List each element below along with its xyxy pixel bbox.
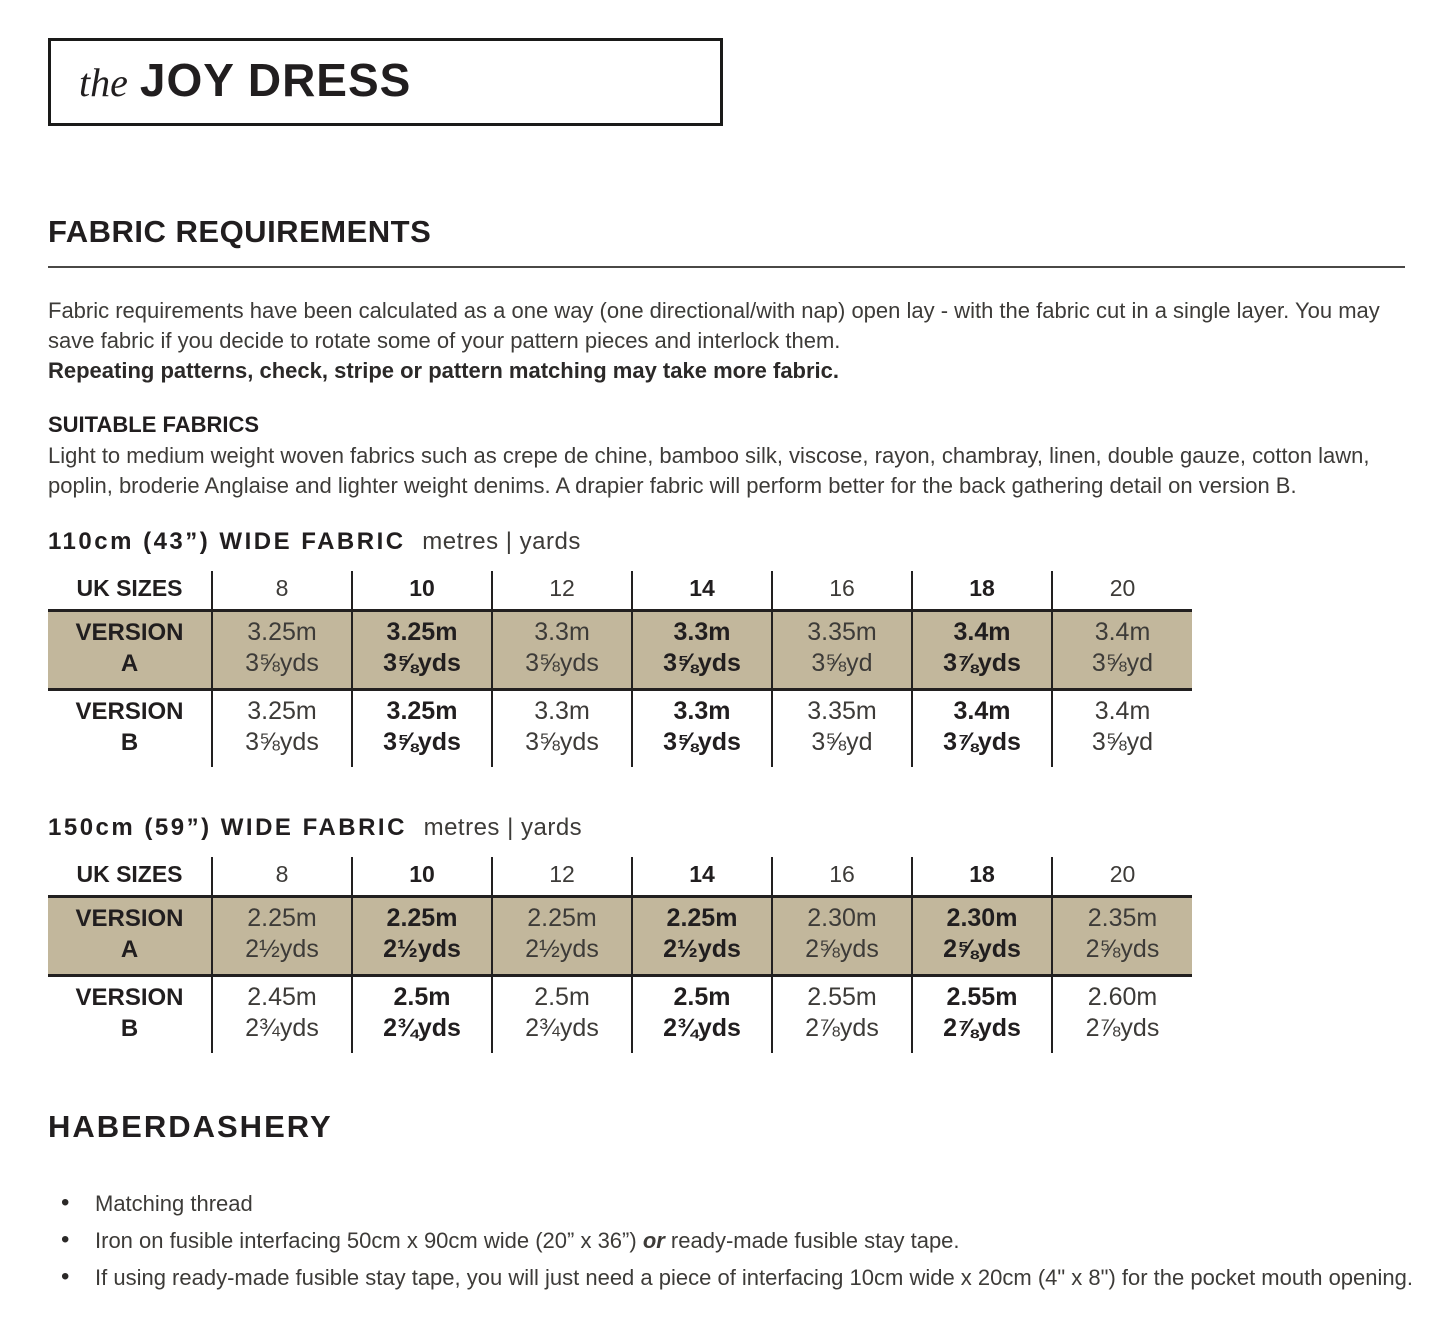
size-header-18: 18	[912, 857, 1052, 897]
metres-value: 2.5m	[673, 983, 731, 1011]
fabric-cell	[352, 897, 492, 976]
metres-value: 3.4m	[953, 697, 1011, 725]
version-letter: B	[120, 1015, 139, 1042]
size-header-8: 8	[212, 571, 352, 611]
version-b-label	[48, 690, 212, 768]
metres-value: 2.55m	[807, 983, 877, 1011]
yards-value: 2½yds	[525, 935, 599, 963]
fabric-cell	[212, 690, 352, 768]
haberdashery-list	[48, 1189, 1420, 1293]
fabric-width-110-units: metres | yards	[422, 528, 581, 555]
list-item	[48, 1226, 1420, 1256]
yards-value: 3⅝yd	[811, 649, 873, 677]
yards-value: 3⅝yds	[663, 728, 741, 756]
metres-value: 3.4m	[1094, 697, 1151, 725]
fabric-cell	[212, 611, 352, 690]
fabric-intro-text: Fabric requirements have been calculated as a one way (one directional/with nap) open lay - with the fabric cut in a single layer. You may save fabric if you decide to rotate some of your pattern pieces and interlock them.	[48, 298, 1380, 353]
fabric-cell	[492, 690, 632, 768]
yards-value: 2½yds	[245, 935, 319, 963]
fabric-cell	[352, 976, 492, 1054]
metres-value: 3.35m	[807, 697, 877, 725]
fabric-cell	[632, 897, 772, 976]
yards-value: 3⅝yds	[245, 728, 319, 756]
fabric-intro-warning: Repeating patterns, check, stripe or pattern matching may take more fabric.	[48, 358, 840, 383]
metres-value: 2.35m	[1087, 904, 1158, 932]
table-header-row	[48, 571, 1192, 611]
size-header-10: 10	[352, 857, 492, 897]
metres-value: 2.25m	[386, 904, 458, 932]
yards-value: 2⅞yds	[1085, 1014, 1160, 1042]
table-row-version-a	[48, 897, 1192, 976]
yards-value: 3⅝yds	[245, 649, 319, 677]
version-a-label	[48, 897, 212, 976]
yards-value: 3⅝yds	[383, 649, 461, 677]
fabric-width-150-heading	[48, 814, 1407, 842]
table-row-version-b	[48, 690, 1192, 768]
yards-value: 3⅞yds	[943, 649, 1021, 677]
size-header-14: 14	[632, 857, 772, 897]
metres-value: 2.45m	[247, 983, 317, 1011]
version-letter: A	[120, 650, 139, 677]
yards-value: 2¾yds	[663, 1014, 741, 1042]
yards-value: 2⅝yds	[805, 935, 879, 963]
fabric-cell	[492, 976, 632, 1054]
bullet-emphasis: or	[642, 1228, 665, 1253]
size-header-20: 20	[1052, 857, 1192, 897]
fabric-cell	[492, 611, 632, 690]
version-word: VERSION	[75, 619, 184, 646]
bullet-text: ready-made fusible stay tape.	[664, 1228, 960, 1253]
yards-value: 3⅝yd	[1091, 728, 1154, 756]
fabric-cell	[632, 690, 772, 768]
size-header-16: 16	[772, 571, 912, 611]
size-header-10: 10	[352, 571, 492, 611]
yards-value: 2⅝yds	[1085, 935, 1160, 963]
fabric-cell	[772, 611, 912, 690]
metres-value: 2.30m	[807, 904, 877, 932]
fabric-cell	[352, 611, 492, 690]
fabric-cell	[212, 897, 352, 976]
size-header-18: 18	[912, 571, 1052, 611]
metres-value: 3.3m	[534, 697, 590, 725]
metres-value: 2.55m	[946, 983, 1018, 1011]
page-title: JOY DRESS	[139, 54, 412, 106]
metres-value: 3.25m	[386, 697, 458, 725]
metres-value: 2.5m	[393, 983, 451, 1011]
uk-sizes-header: UK SIZES	[76, 861, 183, 887]
yards-value: 3⅝yds	[663, 649, 741, 677]
yards-value: 3⅝yds	[525, 728, 599, 756]
size-header-12: 12	[492, 571, 632, 611]
fabric-cell	[492, 897, 632, 976]
yards-value: 3⅝yd	[811, 728, 873, 756]
version-a-label	[48, 611, 212, 690]
yards-value: 3⅝yds	[383, 728, 461, 756]
yards-value: 2¾yds	[525, 1014, 599, 1042]
yards-value: 2⅝yds	[943, 935, 1021, 963]
yards-value: 2¾yds	[245, 1014, 319, 1042]
suitable-fabrics-text: Light to medium weight woven fabrics such as crepe de chine, bamboo silk, viscose, rayon, chambray, linen, double gauze, cotton lawn, poplin, broderie Anglaise and lighter weight denims. A drapier fabric will perform better for the back gathering detail on version B.	[48, 443, 1370, 498]
size-header-14: 14	[632, 571, 772, 611]
size-header-8: 8	[212, 857, 352, 897]
fabric-cell	[1052, 976, 1192, 1054]
haberdashery-heading: HABERDASHERY	[48, 1109, 333, 1144]
fabric-cell	[1052, 897, 1192, 976]
metres-value: 3.4m	[953, 618, 1011, 646]
fabric-intro-paragraph	[48, 296, 1418, 386]
metres-value: 3.25m	[247, 618, 317, 646]
metres-value: 2.25m	[666, 904, 738, 932]
uk-sizes-header: UK SIZES	[76, 575, 183, 601]
fabric-cell	[772, 897, 912, 976]
yards-value: 3⅞yds	[943, 728, 1021, 756]
metres-value: 2.25m	[247, 904, 317, 932]
fabric-cell	[1052, 690, 1192, 768]
title-prefix: the	[79, 60, 128, 105]
fabric-table-110cm	[48, 571, 1192, 767]
version-word: VERSION	[75, 905, 184, 932]
fabric-cell	[912, 897, 1052, 976]
metres-value: 2.60m	[1087, 983, 1158, 1011]
fabric-cell	[772, 976, 912, 1054]
metres-value: 3.4m	[1094, 618, 1151, 646]
metres-value: 3.35m	[807, 618, 877, 646]
size-header-16: 16	[772, 857, 912, 897]
pattern-title-box	[48, 38, 723, 126]
metres-value: 2.25m	[527, 904, 597, 932]
fabric-cell	[912, 611, 1052, 690]
list-item	[48, 1189, 1420, 1219]
table-row-version-a	[48, 611, 1192, 690]
yards-value: 3⅝yds	[525, 649, 599, 677]
version-word: VERSION	[75, 984, 184, 1011]
fabric-cell	[632, 976, 772, 1054]
fabric-width-110-title: 110cm (43”) WIDE FABRIC	[48, 528, 406, 555]
bullet-text: Iron on fusible interfacing 50cm x 90cm wide (20” x 36”)	[95, 1228, 643, 1253]
table-header-row	[48, 857, 1192, 897]
fabric-cell	[772, 690, 912, 768]
metres-value: 3.3m	[673, 697, 731, 725]
size-header-20: 20	[1052, 571, 1192, 611]
metres-value: 2.30m	[946, 904, 1018, 932]
fabric-requirements-heading: FABRIC REQUIREMENTS	[48, 214, 432, 249]
yards-value: 2⅞yds	[943, 1014, 1021, 1042]
yards-value: 2½yds	[383, 935, 461, 963]
version-word: VERSION	[75, 698, 184, 725]
fabric-cell	[1052, 611, 1192, 690]
version-b-label	[48, 976, 212, 1054]
fabric-width-110-heading	[48, 528, 1407, 556]
table-row-version-b	[48, 976, 1192, 1054]
list-item	[48, 1263, 1420, 1293]
size-header-12: 12	[492, 857, 632, 897]
suitable-fabrics-heading: SUITABLE FABRICS	[48, 412, 260, 437]
fabric-cell	[912, 976, 1052, 1054]
metres-value: 2.5m	[534, 983, 590, 1011]
yards-value: 3⅝yd	[1091, 649, 1154, 677]
yards-value: 2⅞yds	[805, 1014, 879, 1042]
bullet-text: Matching thread	[95, 1191, 253, 1216]
section-divider	[48, 266, 1405, 268]
version-letter: B	[120, 729, 139, 756]
fabric-cell	[352, 690, 492, 768]
yards-value: 2½yds	[663, 935, 741, 963]
fabric-cell	[632, 611, 772, 690]
fabric-cell	[212, 976, 352, 1054]
fabric-cell	[912, 690, 1052, 768]
metres-value: 3.25m	[386, 618, 458, 646]
yards-value: 2¾yds	[383, 1014, 461, 1042]
fabric-width-150-title: 150cm (59”) WIDE FABRIC	[48, 814, 407, 841]
metres-value: 3.3m	[673, 618, 731, 646]
metres-value: 3.25m	[247, 697, 317, 725]
fabric-width-150-units: metres | yards	[423, 814, 583, 841]
fabric-table-150cm	[48, 857, 1192, 1053]
version-letter: A	[120, 936, 139, 963]
bullet-text: If using ready-made fusible stay tape, you will just need a piece of interfacing 10cm wide x 20cm (4" x 8") for the pocket mouth opening.	[95, 1265, 1413, 1290]
metres-value: 3.3m	[534, 618, 590, 646]
